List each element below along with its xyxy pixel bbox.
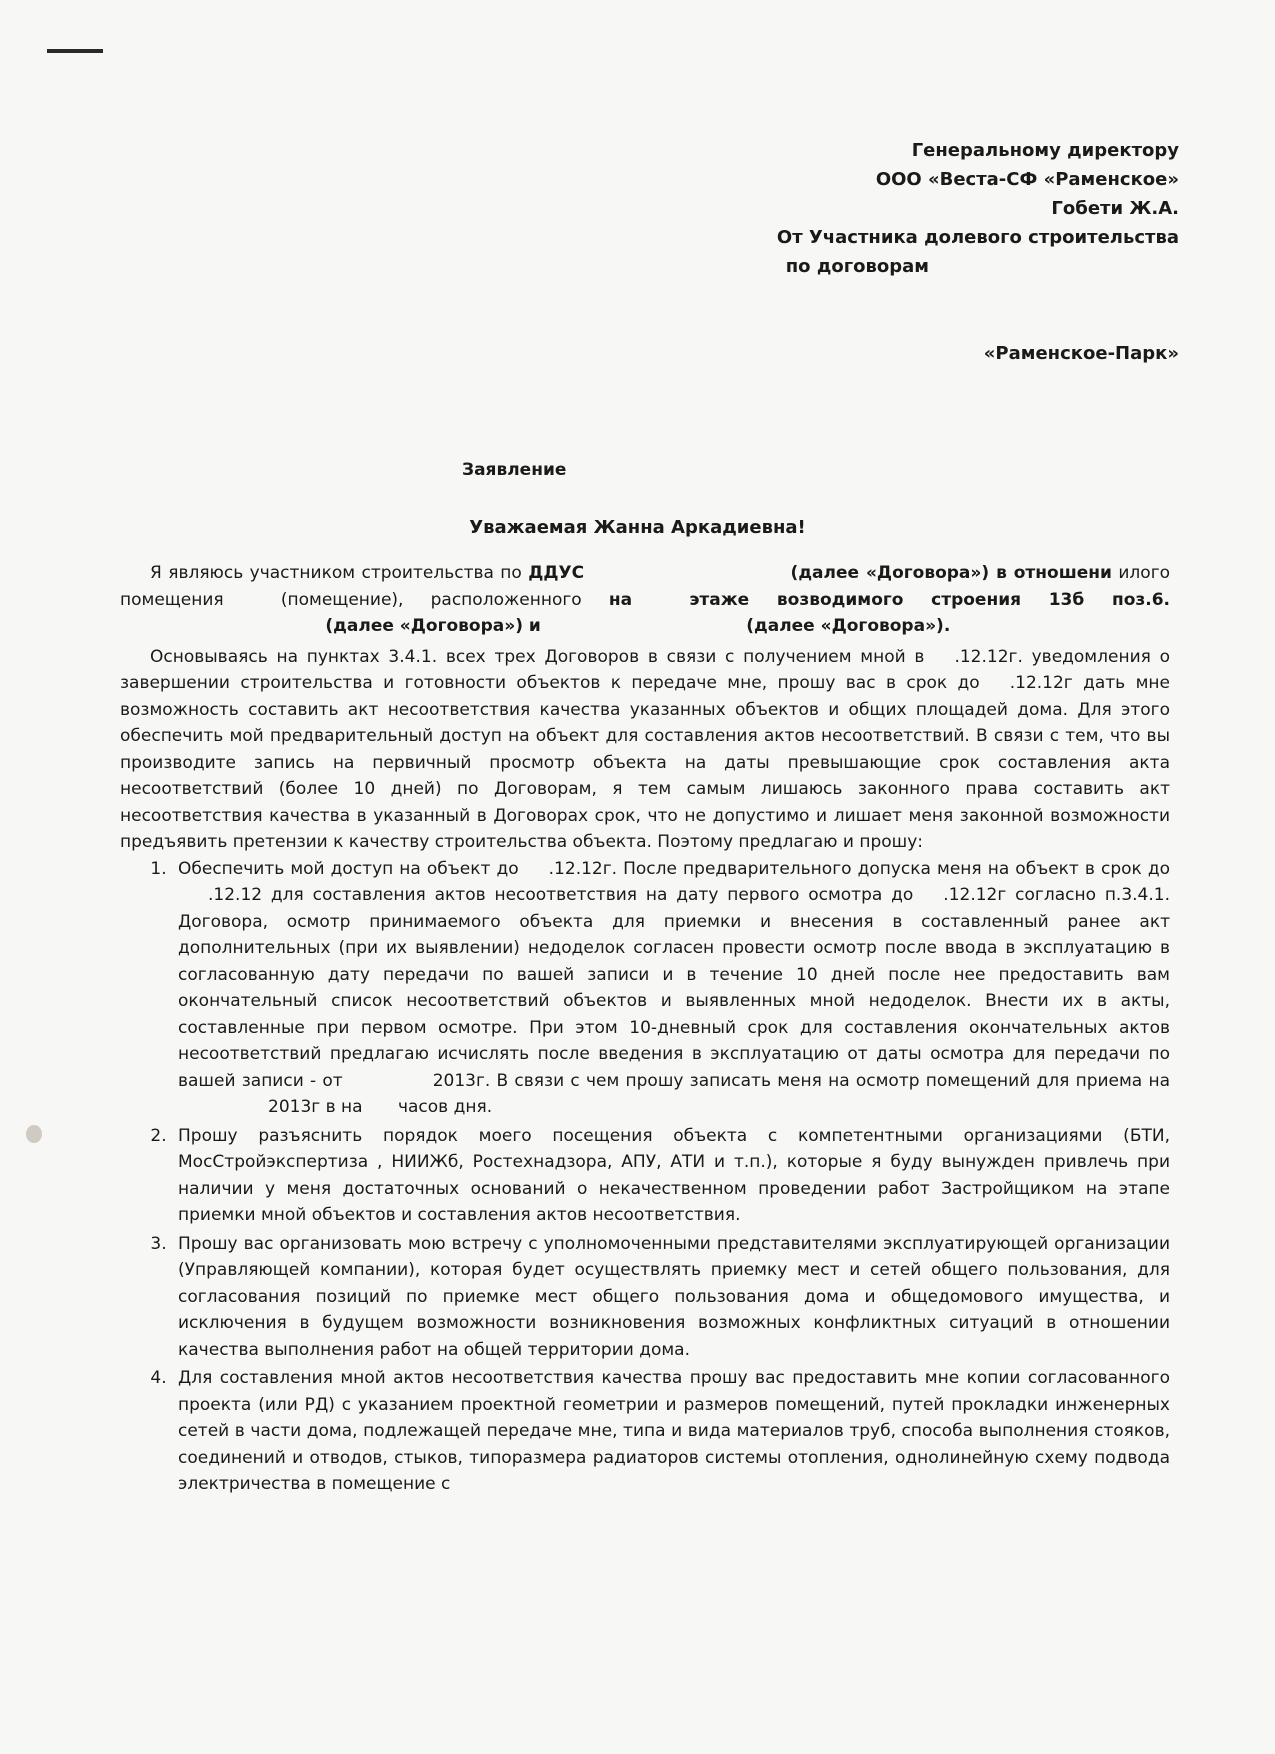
redacted-line bbox=[539, 281, 1179, 310]
text-fragment: Основываясь на пунктах 3.4.1. всех трех Договоров в связи с получением мной в bbox=[150, 646, 925, 667]
addressee-line-text: по договорам bbox=[785, 256, 929, 277]
text-fragment: этаже возводимого строения 13б поз.6. bbox=[689, 589, 1171, 610]
text-fragment: илого помещения bbox=[120, 563, 1171, 610]
text-fragment: (далее «Договора») и bbox=[325, 616, 541, 636]
text-fragment: ДДУС bbox=[528, 563, 585, 583]
scan-mark bbox=[47, 49, 103, 53]
request-list bbox=[120, 856, 1170, 1498]
addressee-line bbox=[539, 252, 1179, 281]
addressee-line: «Раменское-Парк» bbox=[983, 343, 1179, 364]
text-fragment: на bbox=[608, 589, 633, 610]
text-fragment: .12.12г. уведомления о завершении строительства и готовности объектов к передаче мне, прошу вас в срок до bbox=[120, 646, 1170, 693]
document-title: Заявление bbox=[462, 460, 567, 480]
text-fragment: Обеспечить мой доступ на объект до bbox=[178, 858, 519, 879]
text-fragment: .12.12г. После предварительного допуска меня на объект в срок до bbox=[548, 858, 1171, 879]
addressee-line: От Участника долевого строительства bbox=[776, 227, 1179, 248]
text-fragment: .12.12г дать мне возможность составить акт несоответствия качества указанных объектов и общих площадей дома. Для этого обеспечить мой предварительный доступ на объект для составления актов несоответствий. В связи с тем, что вы производите запись на первичный просмотр объекта на даты превышающие срок составления акта несоответствий (более 10 дней) по Договорам, я тем самым лишаюсь законного права составить акт несоответствия качества в указанный в Договорах срок, что не допустимо и лишает меня законной возможности предъявить претензии к качеству строительства объекта. Поэтому предлагаю и прошу: bbox=[120, 673, 1170, 852]
salutation: Уважаемая Жанна Аркадиевна! bbox=[469, 517, 806, 538]
text-fragment: 2013г в на bbox=[268, 1097, 363, 1117]
addressee-block bbox=[539, 136, 1179, 368]
addressee-line: Генеральному директору bbox=[911, 140, 1179, 161]
addressee-line: Гобети Ж.А. bbox=[1051, 198, 1179, 219]
document-body bbox=[120, 560, 1170, 1500]
text-fragment: часов дня. bbox=[397, 1097, 493, 1117]
text-fragment: 2013г. В связи с чем прошу записать меня на осмотр помещений для приема на bbox=[432, 1070, 1171, 1091]
list-item: 2. Прошу разъяснить порядок моего посещения объекта с компетентными организациями (БТИ, МосСтройэкспертиза , НИИЖб, Ростехнадзора, АПУ, АТИ и т.п.), которые я буду вынужден привлечь при наличии у меня достаточных оснований о некачественном проведении работ Застройщиком на этапе приемки мной объектов и составления актов несоответствия. bbox=[172, 1123, 1170, 1229]
punch-hole-mark bbox=[26, 1125, 42, 1143]
list-item: 3. Прошу вас организовать мою встречу с уполномоченными представителями эксплуатирующей организации (Управляющей компании), которая будет осуществлять приемку мест и сетей общего пользования, для согласования позиций по приемке мест общего пользования дома и общедомового имущества, и исключения в будущем возможности возникновения возможных конфликтных ситуаций в отношении качества выполнения работ на общей территории дома. bbox=[172, 1231, 1170, 1364]
text-fragment: .12.12г согласно п.3.4.1. Договора, осмотр принимаемого объекта для приемки и внесения в составленный ранее акт дополнительных (при их выявлении) недоделок согласен провести осмотр после ввода в эксплуатацию в согласованную дату передачи по вашей записи и в течение 10 дней после нее предоставить вам окончательный список несоответствий объектов и выявленных мной недоделок. Внести их в акты, составленные при первом осмотре. При этом 10-дневный срок для составления окончательных актов несоответствий предлагаю исчислять после введения в эксплуатацию от даты осмотра для передачи по вашей записи - от bbox=[178, 885, 1170, 1091]
addressee-line: ООО «Веста-СФ «Раменское» bbox=[875, 169, 1179, 190]
text-fragment: .12.12 для составления актов несоответствия на дату первого осмотра до bbox=[208, 885, 914, 905]
text-fragment: (далее «Договора»). bbox=[746, 616, 951, 636]
text-fragment: (далее «Договора») в отношени bbox=[790, 563, 1112, 583]
text-fragment: Я являюсь участником строительства по bbox=[150, 563, 522, 583]
paragraph bbox=[120, 560, 1170, 640]
text-fragment: (помещение), расположенного bbox=[280, 589, 582, 610]
list-item bbox=[172, 856, 1170, 1121]
paragraph bbox=[120, 644, 1170, 856]
list-item: 4. Для составления мной актов несоответствия качества прошу вас предоставить мне копии согласованного проекта (или РД) с указанием проектной геометрии и размеров помещений, путей прокладки инженерных сетей в части дома, подлежащей передаче мне, типа и вида материалов труб, способа выполнения стояков, соединений и отводов, стыков, типоразмера радиаторов системы отопления, однолинейную схему подвода электричества в помещение с bbox=[172, 1365, 1170, 1498]
redacted-line bbox=[539, 310, 1179, 339]
